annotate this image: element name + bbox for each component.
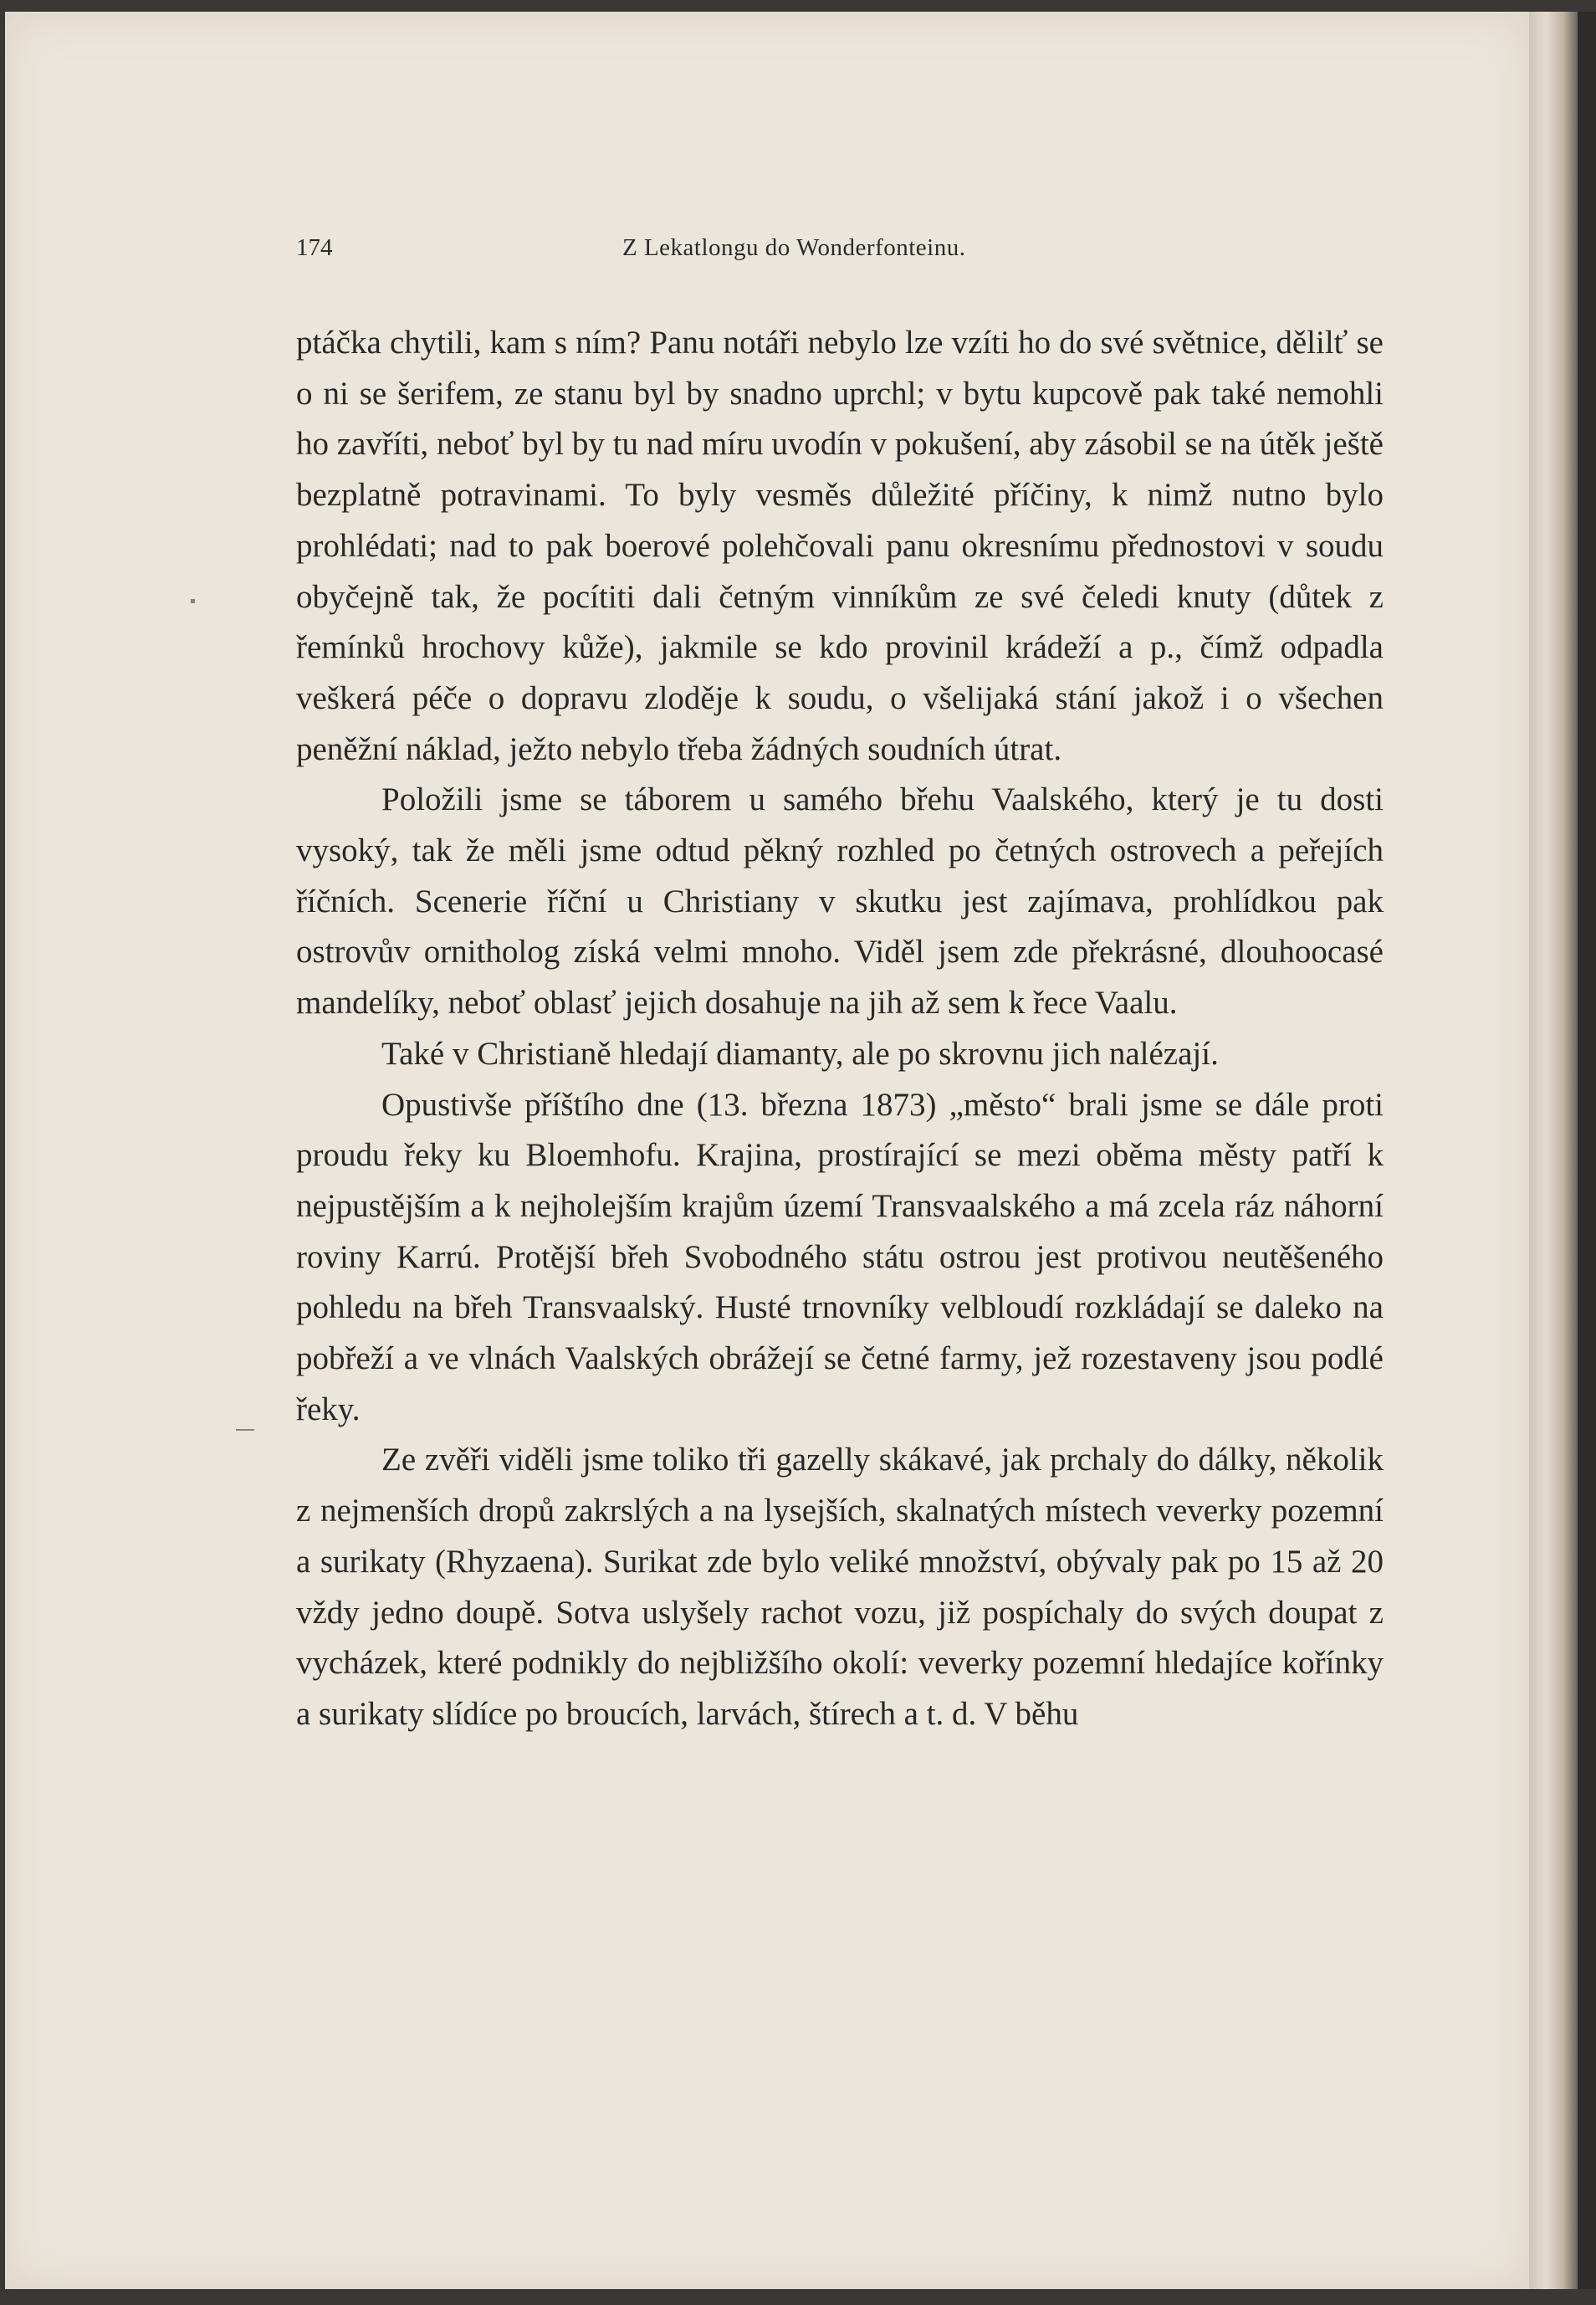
margin-dot	[191, 599, 195, 603]
paragraph-1: ptáčka chytili, kam s ním? Panu notáři nebylo lze vzíti ho do své světnice, dělilť se o ni se šerifem, ze stanu byl by snadno uprchl; v bytu kupcově pak také nemohli ho zavříti, neboť byl by tu nad míru uvodín v pokušení, aby zásobil se na útěk ještě bezplatně potravinami. To byly vesměs důležité příčiny, k nimž nutno bylo prohlédati; nad to pak boerové polehčovali panu okresnímu přednostovi v soudu obyčejně tak, že pocítiti dali četným vinníkům ze své čeledi knuty (důtek z řemínků hrochovy kůže), jakmile se kdo provinil krádeží a p., čímž odpadla veškerá péče o dopravu zloděje k soudu, o všelijaká stání jakož i o všechen peněžní náklad, ježto nebylo třeba žádných soudních útrat.	[296, 325, 1384, 767]
page-number: 174	[296, 234, 333, 261]
paragraph-4: Opustivše příštího dne (13. března 1873) „město“ brali jsme se dále proti proudu řeky ku Bloemhofu. Krajina, prostírající se mezi oběma městy patří k nejpustějším a k nejholejším krajům území Transvaalského a má zcela ráz náhorní roviny Karrú. Protější břeh Svobodného státu ostrou jest protivou neutěšeného pohledu na břeh Transvaalský. Husté trnovníky velbloudí rozkládají se daleko na pobřeží a ve vlnách Vaalských obrážejí se četné farmy, jež rozestaveny jsou podlé řeky.	[296, 1086, 1384, 1427]
book-binding-edge	[1529, 12, 1578, 2289]
running-title: Z Lekatlongu do Wonderfonteinu.	[622, 234, 966, 261]
margin-dash	[236, 1429, 254, 1431]
paragraph-5: Ze zvěři viděli jsme toliko tři gazelly skákavé, jak prchaly do dálky, několik z nejmenších dropů zakrslých a na lysejších, skalnatých místech veverky pozemní a surikaty (Rhyzaena). Surikat zde bylo veliké množství, obývaly pak po 15 až 20 vždy jedno doupě. Sotva uslyšely rachot vozu, již pospíchaly do svých doupat z vycházek, které podnikly do nejbližšího okolí: veverky pozemní hledajíce kořínky a surikaty slídíce po broucích, larvách, štírech a t. d. V běhu	[296, 1442, 1384, 1732]
paragraph-2: Položili jsme se táborem u samého břehu Vaalského, který je tu dosti vysoký, tak že měli jsme odtud pěkný rozhled po četných ostrovech a peřejích říčních. Scenerie říční u Christiany v skutku jest zajímava, prohlídkou pak ostrovův ornitholog získá velmi mnoho. Viděl jsem zde překrásné, dlouhoocasé mandelíky, neboť oblasť jejich dosahuje na jih až sem k řece Vaalu.	[296, 781, 1384, 1022]
body-text	[296, 318, 1384, 1740]
paragraph-3: Také v Christianě hledají diamanty, ale po skrovnu jich nalézají.	[381, 1035, 1219, 1072]
scan-background	[1578, 12, 1596, 2289]
running-header	[296, 234, 1066, 268]
